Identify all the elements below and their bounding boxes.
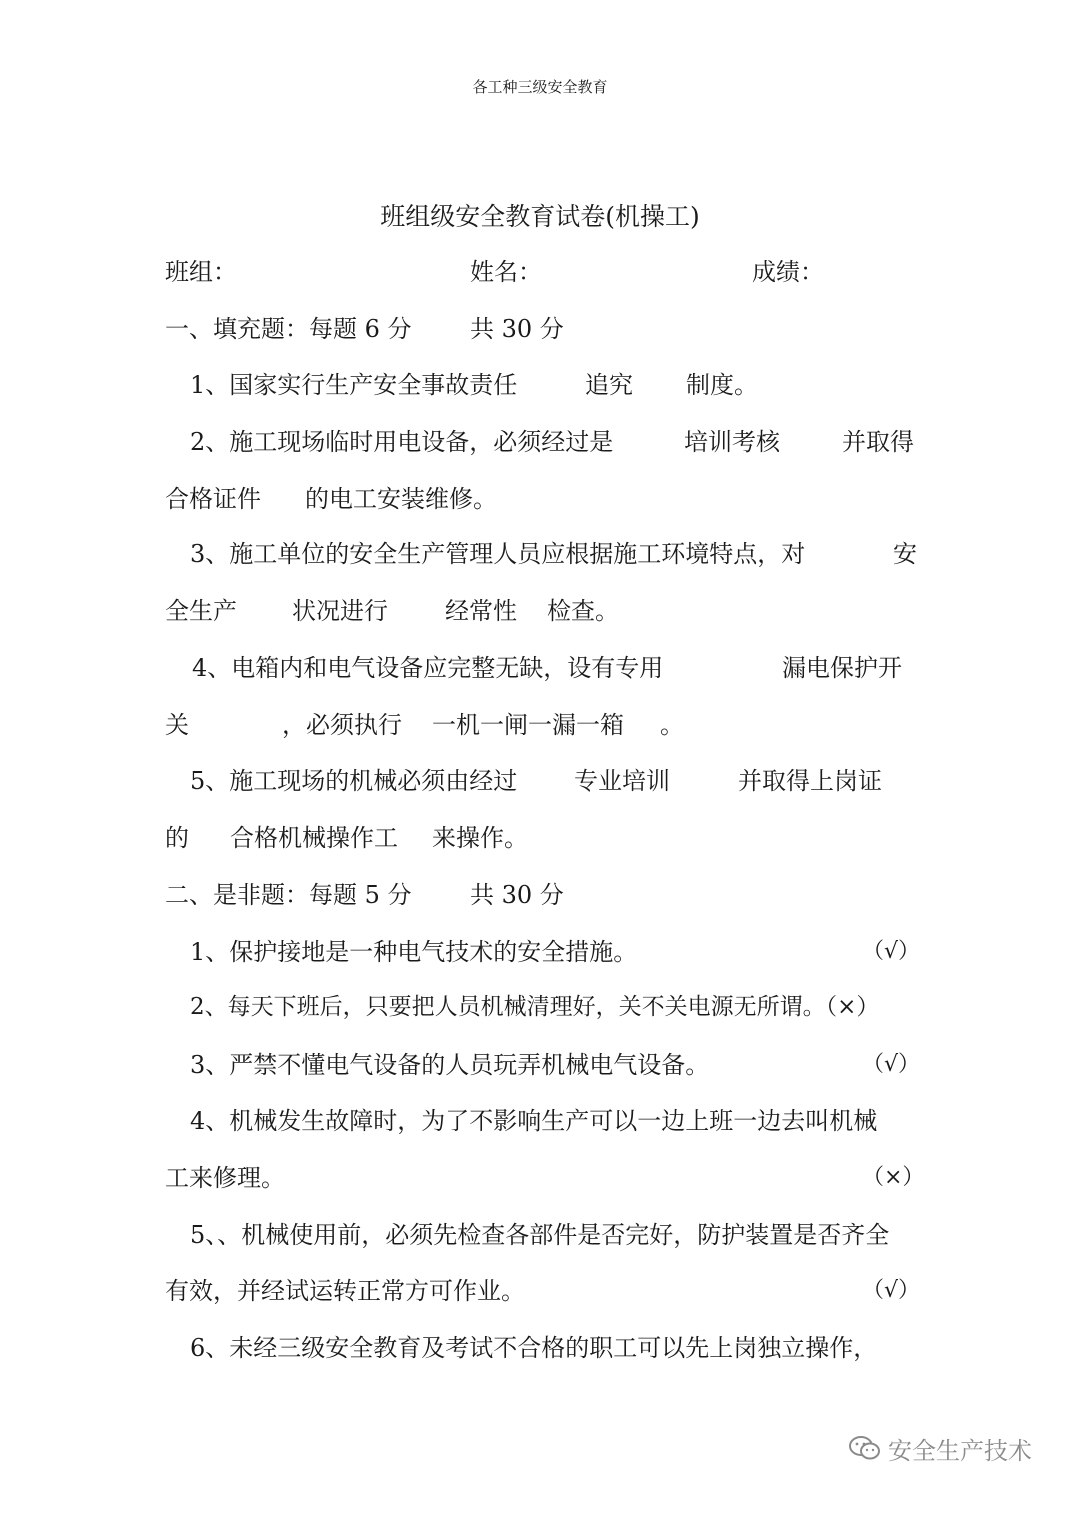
s1-q2-text: 2、施工现场临时用电设备，必须经过是 — [190, 428, 614, 456]
s2-q5-line1: 5、、机械使用前，必须先检查各部件是否完好，防护装置是否齐全 — [190, 1221, 890, 1249]
s2-q1-mark: （√） — [862, 939, 921, 964]
s2-q5-line2: 有效，并经试运转正常方可作业。 — [165, 1277, 525, 1305]
section1-total: 共 30 分 — [470, 315, 564, 343]
s2-q3-text: 3、严禁不懂电气设备的人员玩弄机械电气设备。 — [190, 1051, 710, 1079]
wechat-icon — [848, 1434, 882, 1462]
name-field-label: 姓名： — [470, 258, 542, 286]
s1-q2-tail: 的电工安装维修。 — [305, 485, 497, 513]
s1-q4-tail: 。 — [660, 711, 684, 739]
document-title: 班组级安全教育试卷(机操工) — [380, 202, 700, 231]
s1-q4-mid: ，必须执行 — [282, 711, 402, 739]
s2-q1-text: 1、保护接地是一种电气技术的安全措施。 — [190, 938, 638, 966]
s1-q4-answer-start: 漏电保护开 — [782, 654, 902, 682]
s1-q5-mid: 并取得上岗证 — [738, 767, 882, 795]
s2-q2-text: 2、每天下班后，只要把人员机械清理好，关不关电源无所谓。（×） — [190, 994, 880, 1020]
s1-q3-answer-end: 全生产 — [165, 597, 237, 625]
s2-q5-mark: （√） — [862, 1278, 921, 1303]
s1-q5-de: 的 — [165, 824, 189, 852]
s2-q4-line2: 工来修理。 — [165, 1164, 285, 1192]
s2-q4-line1: 4、机械发生故障时，为了不影响生产可以一边上班一边去叫机械 — [190, 1107, 878, 1135]
s1-q3-answer2: 经常性 — [445, 597, 517, 625]
s1-q2-answer: 培训考核 — [684, 428, 780, 456]
s1-q3-text: 3、施工单位的安全生产管理人员应根据施工环境特点，对 — [190, 540, 806, 568]
s1-q5-answer2: 合格机械操作工 — [230, 824, 398, 852]
s1-q3-mid: 状况进行 — [292, 597, 388, 625]
s1-q4-answer-end: 关 — [165, 711, 189, 739]
s2-q6-line1: 6、未经三级安全教育及考试不合格的职工可以先上岗独立操作， — [190, 1334, 878, 1362]
s1-q5-text: 5、施工现场的机械必须由经过 — [190, 767, 518, 795]
s1-q2-mid: 并取得 — [842, 428, 914, 456]
s1-q1-text: 1、国家实行生产安全事故责任 — [190, 371, 518, 399]
class-field-label: 班组： — [165, 258, 237, 286]
s1-q1-tail: 制度。 — [686, 371, 758, 399]
watermark-text: 安全生产技术 — [888, 1436, 1032, 1465]
s1-q5-tail: 来操作。 — [432, 824, 528, 852]
s1-q3-tail: 检查。 — [547, 597, 619, 625]
s2-q3-mark: （√） — [862, 1052, 921, 1077]
score-field-label: 成绩： — [752, 258, 824, 286]
page-header: 各工种三级安全教育 — [472, 78, 608, 96]
watermark — [848, 1428, 1032, 1468]
s1-q2-answer2: 合格证件 — [165, 485, 261, 513]
s1-q4-text: 4、电箱内和电气设备应完整无缺，设有专用 — [192, 654, 664, 682]
section1-heading: 一、填充题：每题 6 分 — [165, 315, 412, 343]
section2-heading: 二、是非题：每题 5 分 — [165, 881, 412, 909]
s1-q5-answer: 专业培训 — [574, 767, 670, 795]
section2-total: 共 30 分 — [470, 881, 564, 909]
s2-q4-mark: （×） — [862, 1165, 925, 1190]
s1-q4-answer2: 一机一闸一漏一箱 — [432, 711, 624, 739]
s1-q3-answer-start: 安 — [893, 540, 917, 568]
s1-q1-answer: 追究 — [585, 371, 633, 399]
